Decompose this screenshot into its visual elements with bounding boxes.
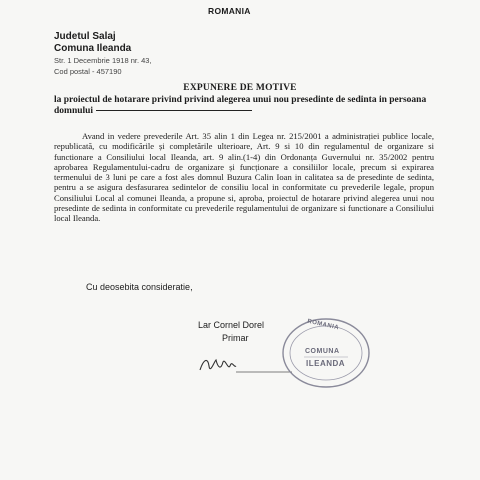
closing-salutation: Cu deosebita consideratie, [86,282,193,292]
address: Str. 1 Decembrie 1918 nr. 43, [54,56,152,65]
stamp-commune: COMUNA [305,348,340,355]
signatory-role: Primar [222,333,249,343]
subject-text: la proiectul de hotarare privind privind alegerea unui nou presedinte de sedinta in persoana domnului [54,95,427,116]
document-title: EXPUNERE DE MOTIVE [183,83,297,93]
commune-name: Comuna Ileanda [54,43,132,54]
body-paragraph: Avand in vedere prevederile Art. 35 alin 1 din Legea nr. 215/2001 a administrației publice locale, republicată, cu modificările și completările ulterioare, Art. 9 si 10 din regulamentul de organizare si functionare a Consiliului local Ileanda, art. 9 alin.(1-4) din Ordonanța Guvernului nr. 35/2002 pentru aprobarea Regulamentului-cadru de organizare și funcționare a consiliilor locale, precum si expirarea termenului de 3 luni pe care a fost ales domnul Buzura Calin Ioan in calitatea sa de presedinte de sedinta, pentru a se asigura desfasurarea sedintelor de consiliu local in conformitate cu prevederile legale, propun Consiliului Local al comunei Ileanda, a propune si, aproba, proiectul de hotarare privind alegerea unui nou presedinte de sedinta in conformitate cu prevederile regulamentului de organizare si functionare a Consiliului local Ileanda. [54,131,434,224]
postal-code: Cod postal - 457190 [54,67,122,76]
stamp-country: ROMANIA [306,318,340,332]
subject-line [54,95,434,117]
country-label: ROMANIA [208,6,251,16]
signatory-name: Lar Cornel Dorel [198,320,265,330]
county-name: Judetul Salaj [54,31,116,42]
stamp-locality: ILEANDA [306,359,346,368]
blank-fill-line [96,110,252,111]
